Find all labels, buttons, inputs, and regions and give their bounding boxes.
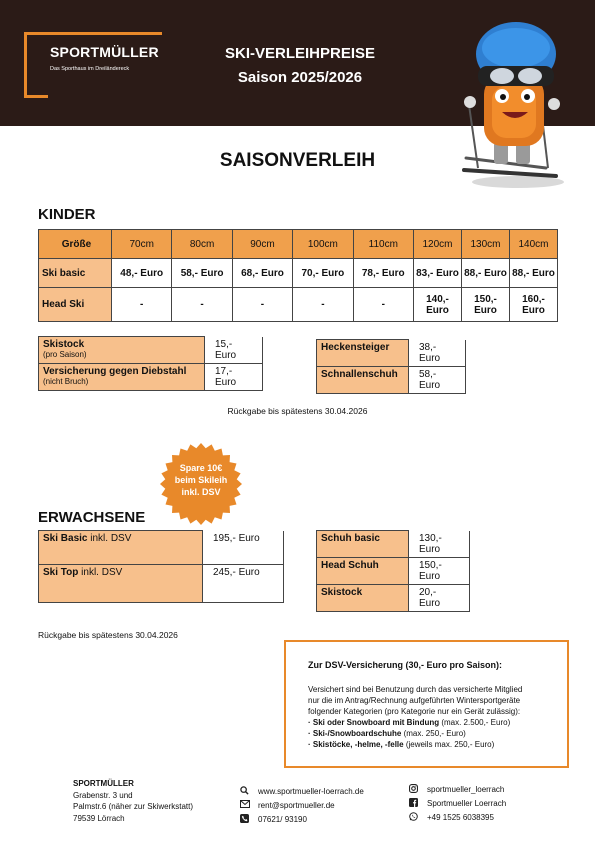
table-row (317, 531, 470, 558)
ski-label-cell (39, 531, 203, 565)
search-icon (240, 786, 258, 799)
logo-frame-bottom (24, 95, 48, 98)
dsv-text-line: folgender Kategorien (pro Kategorie nur ein Gerät zulässig): (308, 707, 521, 716)
kinder-price-table (38, 229, 558, 322)
table-row (39, 259, 558, 288)
logo-name: SPORTMÜLLER (50, 44, 159, 60)
ski-price: 195,- Euro (203, 531, 284, 565)
table-row (317, 366, 466, 393)
extra-price: 15,- Euro (205, 337, 263, 364)
table-header-row (39, 230, 558, 259)
phone-icon (240, 814, 258, 827)
extra-label: Skistock (317, 584, 409, 611)
dsv-item-rest: (jeweils max. 250,- Euro) (403, 740, 495, 749)
whatsapp-row (409, 811, 506, 825)
dsv-item (308, 739, 547, 750)
dsv-info-box (284, 640, 569, 768)
dsv-text-line: nur die im Antrag/Rechnung aufgeführten Wintersportgeräte (308, 696, 521, 705)
website-link[interactable]: www.sportmueller-loerrach.de (258, 787, 364, 797)
size-cell: 80cm (172, 230, 232, 259)
extra-price: 20,- Euro (409, 584, 470, 611)
badge-line: beim Skileih (174, 475, 228, 485)
table-row (317, 340, 466, 367)
logo-tagline: Das Sporthaus im Dreiländereck (50, 66, 130, 72)
price-cell: 150,- Euro (462, 288, 510, 322)
price-cell: 140,- Euro (414, 288, 462, 322)
row-label: Head Ski (39, 288, 112, 322)
extra-label: Heckensteiger (317, 340, 409, 367)
season-subtitle: Saison 2025/2026 (237, 69, 363, 86)
size-cell: 140cm (510, 230, 558, 259)
phone-row (240, 813, 364, 827)
extra-price: 58,- Euro (409, 366, 466, 393)
footer-contact (240, 785, 364, 827)
facebook-icon (409, 798, 427, 811)
dsv-text-line: Versichert sind bei Benutzung durch das versicherte Mitglied (308, 685, 523, 694)
dsv-item-rest: (max. 250,- Euro) (401, 729, 466, 738)
row-label: Ski basic (39, 259, 112, 288)
size-cell: 90cm (232, 230, 292, 259)
dsv-item-bold: · Skistöcke, -helme, -felle (308, 740, 404, 749)
dsv-item (308, 717, 547, 728)
size-cell: 120cm (414, 230, 462, 259)
extra-sublabel: (nicht Bruch) (43, 376, 89, 386)
table-row (39, 363, 263, 390)
footer-address-line: Palmstr.6 (näher zur Skiwerkstatt) (73, 802, 194, 811)
kinder-title: KINDER (38, 206, 96, 223)
footer-address-line: 79539 Lörrach (73, 813, 125, 823)
price-cell: - (172, 288, 232, 322)
price-cell: - (232, 288, 292, 322)
badge-line: inkl. DSV (181, 487, 221, 497)
price-cell: 78,- Euro (353, 259, 413, 288)
website-row (240, 785, 364, 799)
page-title: SKI-VERLEIHPREISE (224, 45, 376, 62)
section-main-title: SAISONVERLEIH (219, 150, 376, 171)
price-cell: - (353, 288, 413, 322)
extra-sublabel: (pro Saison) (43, 350, 87, 359)
extra-label: Schnallenschuh (317, 366, 409, 393)
dsv-item-bold: · Ski-/Snowboardschuhe (308, 729, 402, 738)
price-cell: 88,- Euro (510, 259, 558, 288)
table-row (317, 557, 470, 584)
footer-social (409, 783, 506, 825)
size-cell: 110cm (353, 230, 413, 259)
facebook-handle[interactable]: Sportmueller Loerrach (427, 799, 507, 809)
price-cell: 58,- Euro (172, 259, 232, 288)
instagram-row (409, 783, 506, 797)
phone-number[interactable]: 07621/ 93190 (258, 815, 307, 825)
table-row (39, 531, 284, 565)
mail-icon (240, 800, 258, 812)
extra-label: Skistock (43, 339, 85, 350)
price-cell: 88,- Euro (462, 259, 510, 288)
ski-label-cell (39, 565, 203, 603)
whatsapp-number[interactable]: +49 1525 6038395 (427, 813, 494, 823)
size-header-cell: Größe (39, 230, 112, 259)
email-row (240, 799, 364, 813)
price-cell: 68,- Euro (232, 259, 292, 288)
table-row (317, 584, 470, 611)
kinder-return-note: Rückgabe bis spätestens 30.04.2026 (227, 406, 368, 416)
extra-label: Head Schuh (317, 557, 409, 584)
extra-price: 150,- Euro (409, 557, 470, 584)
instagram-handle[interactable]: sportmueller_loerrach (427, 785, 505, 795)
kinder-extras-left (38, 336, 263, 391)
footer-company: SPORTMÜLLER (73, 779, 134, 788)
erwachsene-title: ERWACHSENE (38, 509, 146, 526)
ski-suffix: inkl. DSV (90, 533, 132, 544)
price-cell: - (293, 288, 353, 322)
extra-label: Versicherung gegen Diebstahl (43, 365, 187, 377)
ski-label: Ski Basic (43, 533, 88, 544)
extra-label-cell (39, 337, 205, 364)
erwachsene-return-note: Rückgabe bis spätestens 30.04.2026 (38, 630, 178, 640)
logo-frame-left (24, 32, 46, 98)
ski-price: 245,- Euro (203, 565, 284, 603)
price-cell: 83,- Euro (414, 259, 462, 288)
table-row (39, 565, 284, 603)
size-cell: 130cm (462, 230, 510, 259)
footer-address (73, 778, 193, 824)
erwachsene-extras-table (316, 530, 470, 612)
dsv-item-bold: · Ski oder Snowboard mit Bindung (308, 718, 440, 727)
badge-text (159, 462, 243, 498)
whatsapp-icon (409, 812, 427, 825)
extra-price: 130,- Euro (409, 531, 470, 558)
table-row (39, 337, 263, 364)
size-cell: 100cm (293, 230, 353, 259)
extra-label-cell (39, 363, 205, 390)
email-link[interactable]: rent@sportmueller.de (258, 801, 335, 811)
extra-price: 38,- Euro (409, 340, 466, 367)
kinder-extras-right (316, 339, 466, 394)
erwachsene-ski-table (38, 530, 284, 603)
badge-line: Spare 10€ (179, 463, 223, 473)
ski-suffix: inkl. DSV (81, 567, 123, 578)
dsv-item (308, 728, 547, 739)
price-cell: 48,- Euro (112, 259, 172, 288)
dsv-title: Zur DSV-Versicherung (30,- Euro pro Saison): (308, 660, 503, 670)
dsv-item-rest: (max. 2.500,- Euro) (439, 718, 511, 727)
price-cell: 160,- Euro (510, 288, 558, 322)
price-cell: 70,- Euro (293, 259, 353, 288)
extra-price: 17,- Euro (205, 363, 263, 390)
ski-label: Ski Top (43, 567, 79, 578)
price-cell: - (112, 288, 172, 322)
facebook-row (409, 797, 506, 811)
size-cell: 70cm (112, 230, 172, 259)
extra-label: Schuh basic (317, 531, 409, 558)
instagram-icon (409, 784, 427, 797)
table-row (39, 288, 558, 322)
sportmueller-logo (24, 32, 162, 98)
footer-address-line: Grabenstr. 3 und (73, 790, 133, 800)
